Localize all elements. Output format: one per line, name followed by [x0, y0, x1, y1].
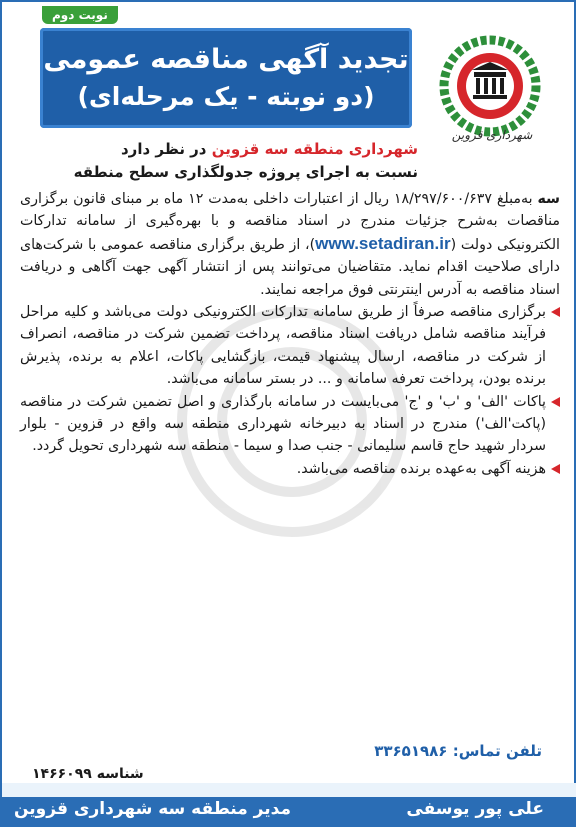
- title-line-2: (دو نوبته - یک مرحله‌ای): [77, 82, 375, 111]
- intro-text: [22, 138, 418, 184]
- bullet-1: [20, 301, 560, 391]
- bullet-2-text: پاکات 'الف' و 'ب' و 'ج' می‌بایست در سامانه بارگذاری و اصل تضمین شرکت در مناقصه (پاکت'الف') مندرج در اسناد به دبیرخانه شهرداری منطقه سه واقع در قزوین - بلوار سردار شهید حاج قاسم سلیمانی - جنب صدا و سیما - منطقه سه شهرداری تحویل گردد.: [20, 393, 546, 455]
- issuer-name: شهرداری منطقه سه قزوین: [211, 140, 418, 158]
- title-line-1: تجدید آگهی مناقصه عمومی: [43, 44, 409, 75]
- contact-label: تلفن تماس:: [452, 742, 542, 760]
- footer: [2, 783, 576, 825]
- paragraph-1: [20, 188, 560, 301]
- qazvin-municipality-logo-icon: [420, 24, 560, 174]
- notice-id-value: ۱۴۶۶۰۹۹: [32, 766, 92, 782]
- paragraph-1-b: )، از طریق برگزاری مناقصه عمومی با شرکت‌های دارای صلاحیت اقدام نماید. متقاضیان می‌توانند پس از انتشار آگهی جهت آگاهی و دریافت اسناد مناقصه به آدرس اینترنتی فوق مراجعه نمایند.: [20, 236, 560, 298]
- contact-phone: [182, 742, 542, 760]
- bullet-3-text: هزینه آگهی به‌عهده برنده مناقصه می‌باشد.: [296, 460, 546, 477]
- intro-line-2: نسبت به اجرای پروژه جدولگذاری سطح منطقه: [73, 163, 418, 181]
- bullet-2: [20, 391, 560, 458]
- notice-id: [32, 766, 272, 782]
- logo-caption: شهرداری قزوین: [451, 128, 533, 142]
- bullet-triangle-icon: [551, 464, 560, 474]
- notice-body: [20, 188, 560, 480]
- bullet-triangle-icon: [551, 307, 560, 317]
- title-box: [40, 28, 412, 128]
- setadiran-link[interactable]: www.setadiran.ir: [315, 233, 451, 253]
- notice-id-label: شناسه: [96, 766, 144, 782]
- round-badge: نوبت دوم: [42, 6, 118, 24]
- signer-name: علی پور یوسفی: [406, 799, 544, 819]
- bullet-1-text: برگزاری مناقصه صرفاً از طریق سامانه تدارکات الکترونیکی دولت می‌باشد و کلیه مراحل فرآیند مناقصه شامل دریافت اسناد مناقصه، پرداخت تضمین شرکت در مناقصه، انصراف از شرکت در مناقصه، ارسال پیشنهاد قیمت، بازگشایی پاکات، اعلام به برنده، پذیرش برنده بودن، پرداخت تعرفه سامانه و ... در بستر سامانه می‌باشد.: [20, 304, 546, 388]
- paragraph-1-a: به‌مبلغ ۱۸/۲۹۷/۶۰۰/۶۳۷ ریال از اعتبارات داخلی به‌مدت ۱۲ ماه بر مبنای قانون برگزاری مناقصات به‌شرح جزئیات مندرج در اسناد مناقصه و با بهره‌گیری از سامانه تدارکات الکترونیکی دولت (: [20, 191, 560, 253]
- intro-line-1-rest: در نظر دارد: [120, 140, 207, 158]
- bullet-triangle-icon: [551, 397, 560, 407]
- bullet-3: [20, 458, 560, 480]
- contact-number: ۳۳۶۵۱۹۸۶: [374, 742, 448, 760]
- signer-position: مدیر منطقه سه شهرداری قزوین: [14, 799, 291, 819]
- paragraph-1-start: سه: [537, 191, 560, 207]
